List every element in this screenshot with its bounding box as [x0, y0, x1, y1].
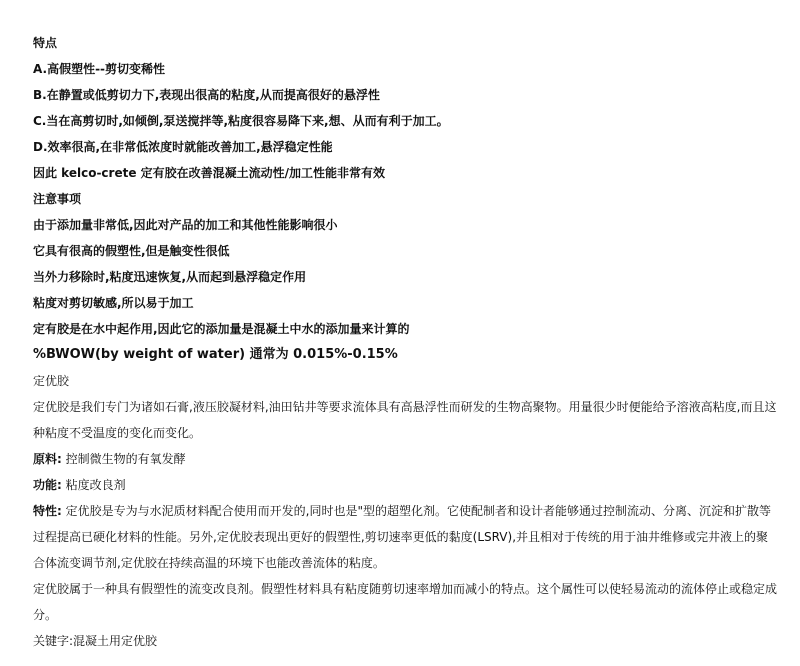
features-label: 特性:: [33, 504, 62, 518]
keywords-line: 关键字:混凝土用定优胶: [33, 634, 158, 648]
note-4: 粘度对剪切敏感,所以易于加工: [33, 296, 194, 310]
function-line: [33, 472, 782, 498]
dosage-line: %BWOW(by weight of water) 通常为 0.015%-0.15%: [33, 347, 398, 362]
note-3: 当外力移除时,粘度迅速恢复,从而起到悬浮稳定作用: [33, 270, 307, 284]
raw-material-line: [33, 446, 782, 472]
pseudoplastic-paragraph: 定优胶属于一种具有假塑性的流变改良剂。假塑性材料具有粘度随剪切速率增加而减小的特点。这个属性可以使轻易流动的流体停止或稳定成分。: [33, 582, 778, 622]
intro-paragraph: 定优胶是我们专门为诸如石膏,液压胶凝材料,油田钻井等要求流体具有高悬浮性而研发的生物高聚物。用量很少时便能给予溶液高粘度,而且这种粘度不受温度的变化而变化。: [33, 400, 777, 440]
function-text: 粘度改良剂: [61, 478, 126, 492]
feature-c: C.当在高剪切时,如倾倒,泵送搅拌等,粘度很容易降下来,想、从而有利于加工。: [33, 114, 449, 128]
raw-material-text: 控制微生物的有氧发酵: [61, 452, 186, 466]
feature-b: B.在静置或低剪切力下,表现出很高的粘度,从而提高很好的悬浮性: [33, 88, 380, 102]
feature-a: A.高假塑性--剪切变稀性: [33, 62, 166, 76]
raw-material-label: 原料:: [33, 452, 62, 466]
section-heading: 定优胶: [33, 374, 70, 388]
function-label: 功能:: [33, 478, 62, 492]
heading-features: 特点: [33, 36, 58, 50]
conclusion-line: 因此 kelco-crete 定有胶在改善混凝土流动性/加工性能非常有效: [33, 166, 386, 180]
note-2: 它具有很高的假塑性,但是触变性很低: [33, 244, 230, 258]
note-5: 定有胶是在水中起作用,因此它的添加量是混凝土中水的添加量来计算的: [33, 322, 410, 336]
heading-notes: 注意事项: [33, 192, 82, 206]
features-paragraph: [33, 498, 782, 576]
features-text: 定优胶是专为与水泥质材料配合使用而开发的,同时也是"型的超塑化剂。它使配制者和设计者能够通过控制流动、分离、沉淀和扩散等过程提高已硬化材料的性能。另外,定优胶表现出更好的假塑性,剪切速率更低的黏度(LSRV),并且相对于传统的用于油井维修或完井液上的聚合体流变调节剂,定优胶在持续高温的环境下也能改善流体的粘度。: [33, 504, 771, 570]
note-1: 由于添加量非常低,因此对产品的加工和其他性能影响很小: [33, 218, 338, 232]
feature-d: D.效率很高,在非常低浓度时就能改善加工,悬浮稳定性能: [33, 140, 333, 154]
